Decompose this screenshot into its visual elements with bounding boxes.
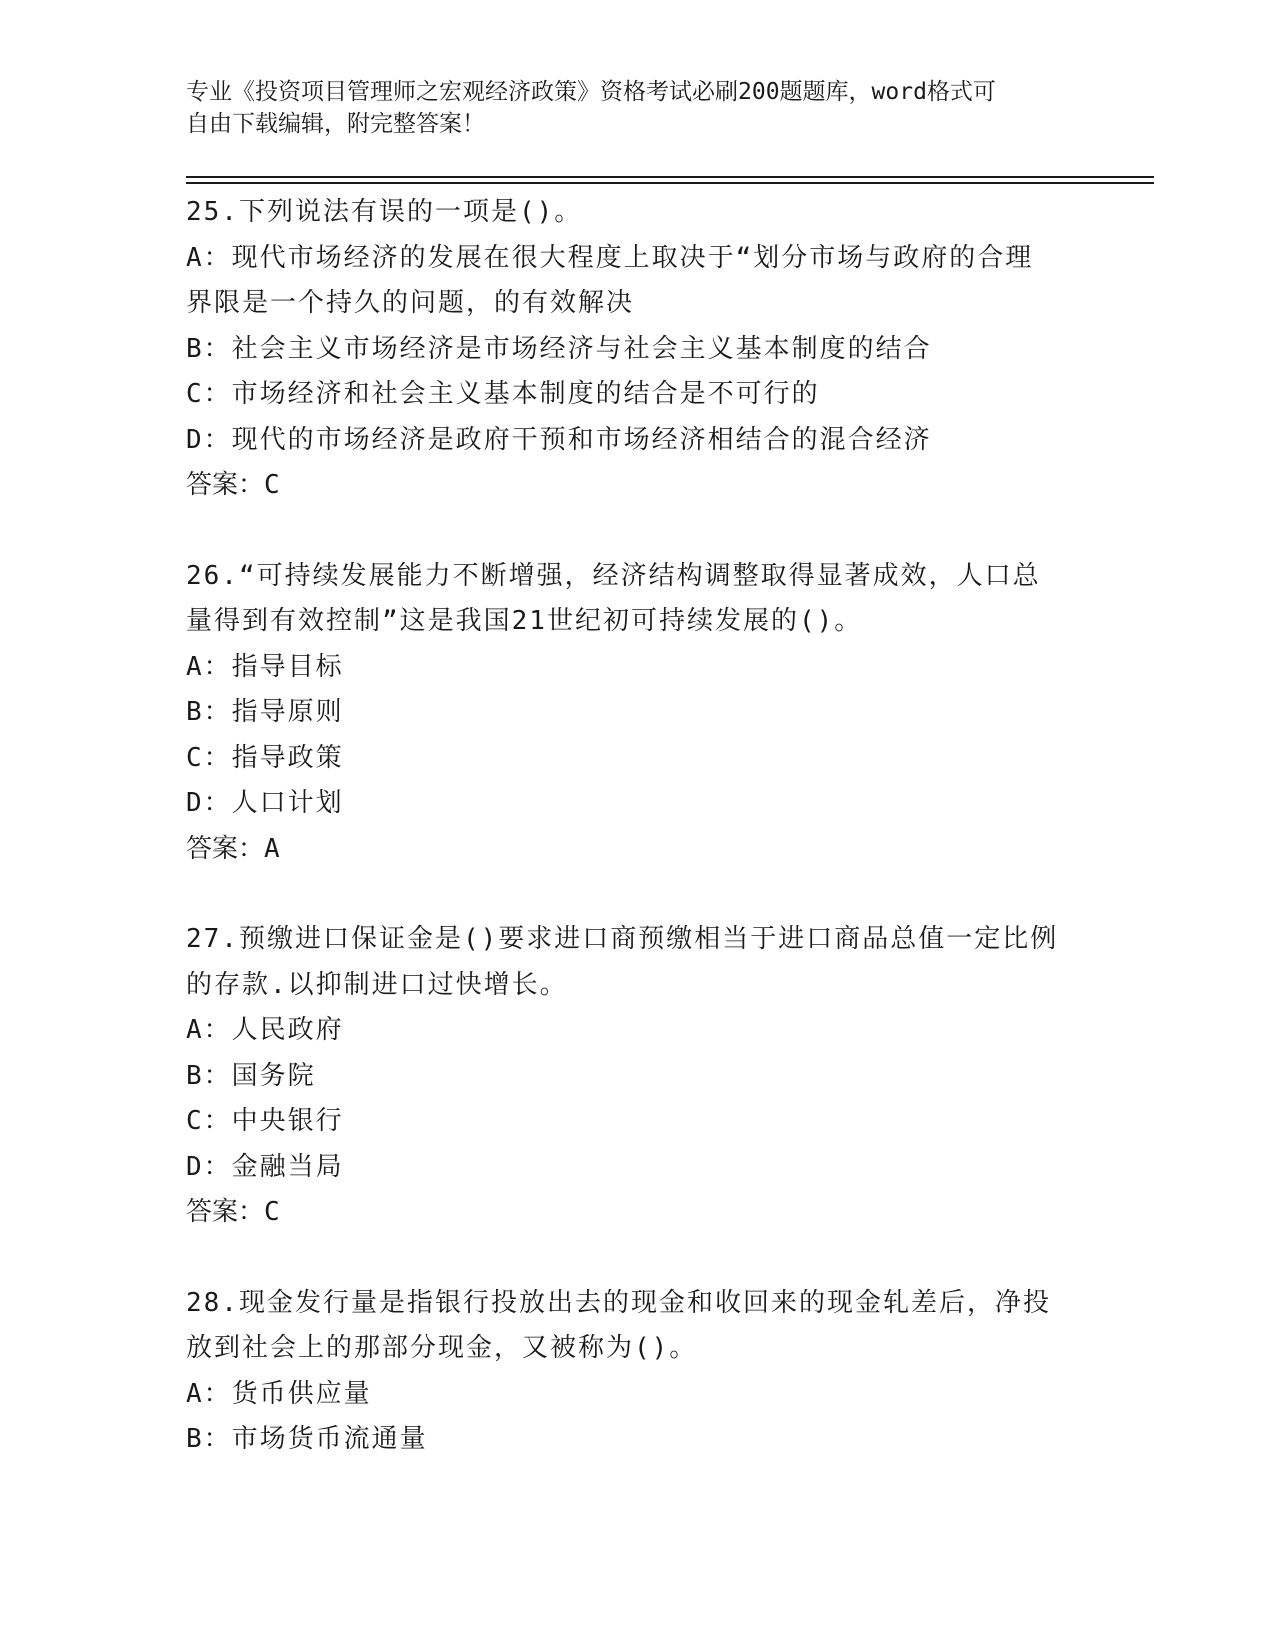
answer-label: 答案： <box>186 470 265 500</box>
answer-label: 答案： <box>186 833 265 864</box>
question-27 <box>186 917 1086 1236</box>
option-d: D：人口计划 <box>186 788 344 818</box>
option-a: A：现代市场经济的发展在很大程度上取决于“划分市场与政府的合理 <box>186 242 1034 273</box>
option-a-continued: 界限是一个持久的问题，的有效解决 <box>186 288 635 318</box>
option-d: D：金融当局 <box>186 1151 344 1182</box>
option-a: A：指导目标 <box>186 651 344 682</box>
option-b: B：指导原则 <box>186 697 344 727</box>
question-stem: 25.下列说法有误的一项是()。 <box>186 197 583 227</box>
question-stem: 28.现金发行量是指银行投放出去的现金和收回来的现金轧差后，净投 <box>186 1287 1051 1318</box>
question-28 <box>186 1281 1086 1463</box>
answer-value: C <box>264 470 280 500</box>
question-stem: 26.“可持续发展能力不断增强，经济结构调整取得显著成效，人口总 <box>186 560 1041 591</box>
option-d: D：现代的市场经济是政府干预和市场经济相结合的混合经济 <box>186 424 932 455</box>
question-25 <box>186 190 1086 509</box>
header-divider-bottom <box>186 182 1154 184</box>
question-26 <box>186 554 1086 873</box>
option-b: B：市场货币流通量 <box>186 1424 428 1454</box>
header-line-1: 专业《投资项目管理师之宏观经济政策》资格考试必刷200题题库，word格式可 <box>186 79 996 105</box>
question-stem-continued: 的存款.以抑制进口过快增长。 <box>186 969 568 1000</box>
option-a: A：人民政府 <box>186 1015 344 1045</box>
option-c: C：市场经济和社会主义基本制度的结合是不可行的 <box>186 379 820 409</box>
answer-line <box>186 827 1086 873</box>
option-c: C：指导政策 <box>186 742 344 773</box>
document-header <box>186 76 1066 140</box>
answer-value: A <box>264 833 280 864</box>
option-c: C：中央银行 <box>186 1106 344 1136</box>
answer-line <box>186 1190 1086 1236</box>
answer-label: 答案： <box>186 1197 265 1227</box>
option-b: B：社会主义市场经济是市场经济与社会主义基本制度的结合 <box>186 333 932 364</box>
option-a: A：货币供应量 <box>186 1378 372 1409</box>
option-b: B：国务院 <box>186 1060 316 1091</box>
header-line-2: 自由下载编辑，附完整答案！ <box>186 111 485 137</box>
question-list <box>186 190 1086 1508</box>
question-stem: 27.预缴进口保证金是()要求进口商预缴相当于进口商品总值一定比例 <box>186 924 1059 954</box>
header-divider-top <box>186 176 1154 178</box>
answer-line <box>186 463 1086 509</box>
answer-value: C <box>264 1197 280 1227</box>
question-stem-continued: 放到社会上的那部分现金，又被称为()。 <box>186 1333 698 1363</box>
question-stem-continued: 量得到有效控制”这是我国21世纪初可持续发展的()。 <box>186 606 863 636</box>
